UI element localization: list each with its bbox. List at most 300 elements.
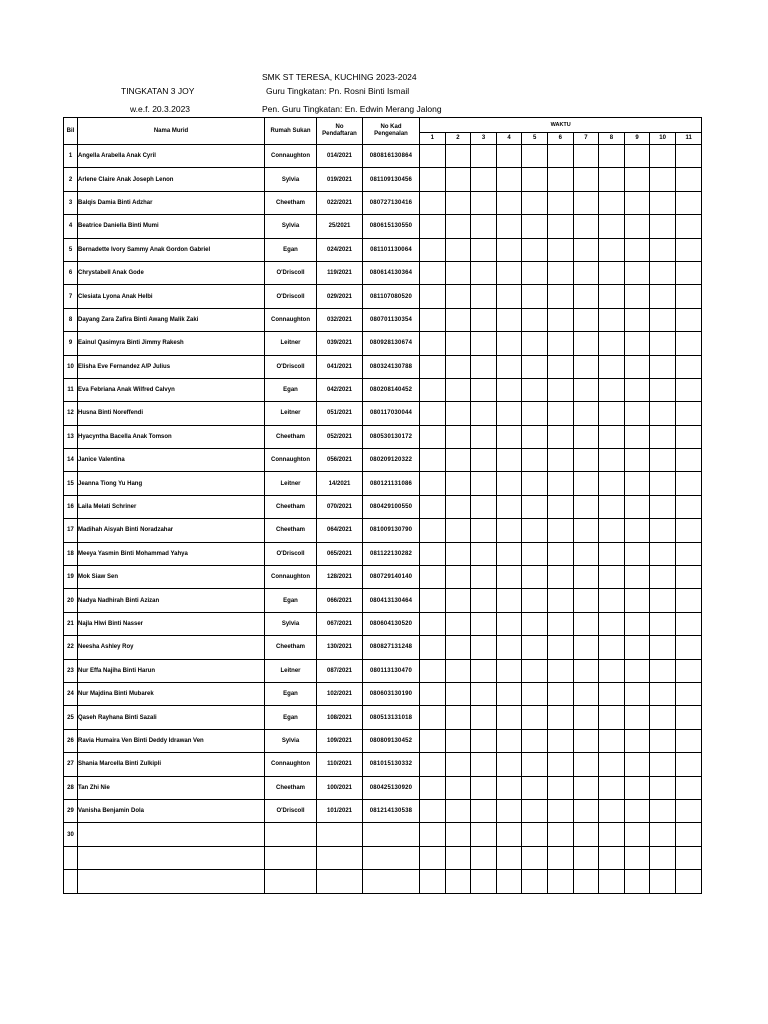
attendance-cell[interactable] — [445, 612, 471, 635]
attendance-cell[interactable] — [445, 636, 471, 659]
attendance-cell[interactable] — [675, 706, 701, 729]
attendance-cell[interactable] — [547, 215, 573, 238]
attendance-cell[interactable] — [420, 285, 446, 308]
attendance-cell[interactable] — [675, 519, 701, 542]
attendance-cell[interactable] — [547, 285, 573, 308]
attendance-cell[interactable] — [547, 238, 573, 261]
attendance-cell[interactable] — [420, 706, 446, 729]
attendance-cell[interactable] — [547, 191, 573, 214]
attendance-cell[interactable] — [650, 753, 676, 776]
attendance-cell[interactable] — [445, 215, 471, 238]
attendance-cell[interactable] — [573, 191, 599, 214]
attendance-cell[interactable] — [445, 823, 471, 846]
attendance-cell[interactable] — [547, 355, 573, 378]
attendance-cell[interactable] — [573, 402, 599, 425]
attendance-cell[interactable] — [445, 168, 471, 191]
attendance-cell[interactable] — [547, 636, 573, 659]
attendance-cell[interactable] — [650, 589, 676, 612]
attendance-cell[interactable] — [522, 519, 548, 542]
attendance-cell[interactable] — [547, 776, 573, 799]
attendance-cell[interactable] — [624, 542, 650, 565]
attendance-cell[interactable] — [445, 799, 471, 822]
attendance-cell[interactable] — [522, 145, 548, 168]
attendance-cell[interactable] — [547, 542, 573, 565]
attendance-cell[interactable] — [573, 636, 599, 659]
attendance-cell[interactable] — [471, 846, 497, 869]
attendance-cell[interactable] — [496, 308, 522, 331]
attendance-cell[interactable] — [675, 799, 701, 822]
attendance-cell[interactable] — [675, 846, 701, 869]
attendance-cell[interactable] — [573, 753, 599, 776]
attendance-cell[interactable] — [573, 378, 599, 401]
attendance-cell[interactable] — [420, 495, 446, 518]
attendance-cell[interactable] — [445, 261, 471, 284]
attendance-cell[interactable] — [445, 589, 471, 612]
attendance-cell[interactable] — [445, 285, 471, 308]
attendance-cell[interactable] — [650, 636, 676, 659]
attendance-cell[interactable] — [650, 799, 676, 822]
attendance-cell[interactable] — [522, 542, 548, 565]
attendance-cell[interactable] — [573, 425, 599, 448]
attendance-cell[interactable] — [573, 168, 599, 191]
attendance-cell[interactable] — [496, 355, 522, 378]
attendance-cell[interactable] — [496, 636, 522, 659]
attendance-cell[interactable] — [445, 145, 471, 168]
attendance-cell[interactable] — [522, 402, 548, 425]
attendance-cell[interactable] — [675, 332, 701, 355]
attendance-cell[interactable] — [471, 425, 497, 448]
attendance-cell[interactable] — [599, 706, 625, 729]
attendance-cell[interactable] — [547, 823, 573, 846]
attendance-cell[interactable] — [573, 776, 599, 799]
attendance-cell[interactable] — [573, 682, 599, 705]
attendance-cell[interactable] — [471, 706, 497, 729]
attendance-cell[interactable] — [496, 378, 522, 401]
attendance-cell[interactable] — [420, 776, 446, 799]
attendance-cell[interactable] — [650, 261, 676, 284]
attendance-cell[interactable] — [522, 191, 548, 214]
attendance-cell[interactable] — [420, 378, 446, 401]
attendance-cell[interactable] — [599, 472, 625, 495]
attendance-cell[interactable] — [624, 659, 650, 682]
attendance-cell[interactable] — [471, 261, 497, 284]
attendance-cell[interactable] — [650, 378, 676, 401]
attendance-cell[interactable] — [496, 191, 522, 214]
attendance-cell[interactable] — [445, 495, 471, 518]
attendance-cell[interactable] — [624, 285, 650, 308]
attendance-cell[interactable] — [420, 168, 446, 191]
attendance-cell[interactable] — [624, 449, 650, 472]
attendance-cell[interactable] — [650, 145, 676, 168]
attendance-cell[interactable] — [522, 215, 548, 238]
attendance-cell[interactable] — [675, 682, 701, 705]
attendance-cell[interactable] — [573, 612, 599, 635]
attendance-cell[interactable] — [471, 519, 497, 542]
attendance-cell[interactable] — [445, 753, 471, 776]
attendance-cell[interactable] — [599, 776, 625, 799]
attendance-cell[interactable] — [624, 425, 650, 448]
attendance-cell[interactable] — [547, 659, 573, 682]
attendance-cell[interactable] — [675, 285, 701, 308]
attendance-cell[interactable] — [573, 870, 599, 893]
attendance-cell[interactable] — [547, 566, 573, 589]
attendance-cell[interactable] — [445, 846, 471, 869]
attendance-cell[interactable] — [650, 472, 676, 495]
attendance-cell[interactable] — [599, 612, 625, 635]
attendance-cell[interactable] — [471, 308, 497, 331]
attendance-cell[interactable] — [496, 612, 522, 635]
attendance-cell[interactable] — [547, 753, 573, 776]
attendance-cell[interactable] — [496, 449, 522, 472]
attendance-cell[interactable] — [471, 542, 497, 565]
attendance-cell[interactable] — [650, 495, 676, 518]
attendance-cell[interactable] — [496, 542, 522, 565]
attendance-cell[interactable] — [573, 589, 599, 612]
attendance-cell[interactable] — [496, 495, 522, 518]
attendance-cell[interactable] — [522, 355, 548, 378]
attendance-cell[interactable] — [420, 355, 446, 378]
attendance-cell[interactable] — [624, 308, 650, 331]
attendance-cell[interactable] — [624, 799, 650, 822]
attendance-cell[interactable] — [471, 799, 497, 822]
attendance-cell[interactable] — [522, 799, 548, 822]
attendance-cell[interactable] — [471, 472, 497, 495]
attendance-cell[interactable] — [445, 378, 471, 401]
attendance-cell[interactable] — [547, 729, 573, 752]
attendance-cell[interactable] — [624, 472, 650, 495]
attendance-cell[interactable] — [650, 682, 676, 705]
attendance-cell[interactable] — [573, 332, 599, 355]
attendance-cell[interactable] — [420, 145, 446, 168]
attendance-cell[interactable] — [675, 636, 701, 659]
attendance-cell[interactable] — [522, 378, 548, 401]
attendance-cell[interactable] — [522, 495, 548, 518]
attendance-cell[interactable] — [547, 799, 573, 822]
attendance-cell[interactable] — [624, 729, 650, 752]
attendance-cell[interactable] — [675, 425, 701, 448]
attendance-cell[interactable] — [471, 332, 497, 355]
attendance-cell[interactable] — [547, 261, 573, 284]
attendance-cell[interactable] — [650, 355, 676, 378]
attendance-cell[interactable] — [573, 823, 599, 846]
attendance-cell[interactable] — [420, 729, 446, 752]
attendance-cell[interactable] — [471, 870, 497, 893]
attendance-cell[interactable] — [624, 566, 650, 589]
attendance-cell[interactable] — [471, 449, 497, 472]
attendance-cell[interactable] — [522, 425, 548, 448]
attendance-cell[interactable] — [496, 659, 522, 682]
attendance-cell[interactable] — [675, 542, 701, 565]
attendance-cell[interactable] — [522, 589, 548, 612]
attendance-cell[interactable] — [496, 753, 522, 776]
attendance-cell[interactable] — [471, 636, 497, 659]
attendance-cell[interactable] — [471, 215, 497, 238]
attendance-cell[interactable] — [496, 285, 522, 308]
attendance-cell[interactable] — [599, 285, 625, 308]
attendance-cell[interactable] — [496, 238, 522, 261]
attendance-cell[interactable] — [420, 659, 446, 682]
attendance-cell[interactable] — [547, 519, 573, 542]
attendance-cell[interactable] — [675, 589, 701, 612]
attendance-cell[interactable] — [496, 566, 522, 589]
attendance-cell[interactable] — [624, 191, 650, 214]
attendance-cell[interactable] — [599, 145, 625, 168]
attendance-cell[interactable] — [420, 870, 446, 893]
attendance-cell[interactable] — [547, 308, 573, 331]
attendance-cell[interactable] — [573, 215, 599, 238]
attendance-cell[interactable] — [445, 308, 471, 331]
attendance-cell[interactable] — [522, 823, 548, 846]
attendance-cell[interactable] — [471, 823, 497, 846]
attendance-cell[interactable] — [599, 823, 625, 846]
attendance-cell[interactable] — [547, 706, 573, 729]
attendance-cell[interactable] — [599, 729, 625, 752]
attendance-cell[interactable] — [675, 215, 701, 238]
attendance-cell[interactable] — [624, 636, 650, 659]
attendance-cell[interactable] — [599, 636, 625, 659]
attendance-cell[interactable] — [650, 823, 676, 846]
attendance-cell[interactable] — [471, 612, 497, 635]
attendance-cell[interactable] — [471, 776, 497, 799]
attendance-cell[interactable] — [599, 753, 625, 776]
attendance-cell[interactable] — [522, 636, 548, 659]
attendance-cell[interactable] — [675, 449, 701, 472]
attendance-cell[interactable] — [522, 729, 548, 752]
attendance-cell[interactable] — [624, 238, 650, 261]
attendance-cell[interactable] — [522, 706, 548, 729]
attendance-cell[interactable] — [650, 168, 676, 191]
attendance-cell[interactable] — [624, 753, 650, 776]
attendance-cell[interactable] — [599, 682, 625, 705]
attendance-cell[interactable] — [420, 542, 446, 565]
attendance-cell[interactable] — [573, 261, 599, 284]
attendance-cell[interactable] — [496, 425, 522, 448]
attendance-cell[interactable] — [547, 870, 573, 893]
attendance-cell[interactable] — [522, 612, 548, 635]
attendance-cell[interactable] — [420, 519, 446, 542]
attendance-cell[interactable] — [445, 870, 471, 893]
attendance-cell[interactable] — [420, 332, 446, 355]
attendance-cell[interactable] — [599, 542, 625, 565]
attendance-cell[interactable] — [573, 308, 599, 331]
attendance-cell[interactable] — [599, 215, 625, 238]
attendance-cell[interactable] — [599, 261, 625, 284]
attendance-cell[interactable] — [599, 402, 625, 425]
attendance-cell[interactable] — [624, 215, 650, 238]
attendance-cell[interactable] — [599, 495, 625, 518]
attendance-cell[interactable] — [650, 729, 676, 752]
attendance-cell[interactable] — [522, 566, 548, 589]
attendance-cell[interactable] — [445, 402, 471, 425]
attendance-cell[interactable] — [471, 145, 497, 168]
attendance-cell[interactable] — [496, 870, 522, 893]
attendance-cell[interactable] — [522, 285, 548, 308]
attendance-cell[interactable] — [675, 495, 701, 518]
attendance-cell[interactable] — [471, 495, 497, 518]
attendance-cell[interactable] — [624, 519, 650, 542]
attendance-cell[interactable] — [547, 589, 573, 612]
attendance-cell[interactable] — [599, 870, 625, 893]
attendance-cell[interactable] — [675, 261, 701, 284]
attendance-cell[interactable] — [522, 870, 548, 893]
attendance-cell[interactable] — [496, 215, 522, 238]
attendance-cell[interactable] — [573, 355, 599, 378]
attendance-cell[interactable] — [624, 682, 650, 705]
attendance-cell[interactable] — [522, 261, 548, 284]
attendance-cell[interactable] — [599, 425, 625, 448]
attendance-cell[interactable] — [496, 589, 522, 612]
attendance-cell[interactable] — [420, 261, 446, 284]
attendance-cell[interactable] — [445, 519, 471, 542]
attendance-cell[interactable] — [420, 682, 446, 705]
attendance-cell[interactable] — [624, 823, 650, 846]
attendance-cell[interactable] — [420, 799, 446, 822]
attendance-cell[interactable] — [573, 519, 599, 542]
attendance-cell[interactable] — [522, 659, 548, 682]
attendance-cell[interactable] — [496, 823, 522, 846]
attendance-cell[interactable] — [650, 519, 676, 542]
attendance-cell[interactable] — [445, 472, 471, 495]
attendance-cell[interactable] — [420, 238, 446, 261]
attendance-cell[interactable] — [547, 612, 573, 635]
attendance-cell[interactable] — [624, 870, 650, 893]
attendance-cell[interactable] — [522, 472, 548, 495]
attendance-cell[interactable] — [650, 308, 676, 331]
attendance-cell[interactable] — [547, 378, 573, 401]
attendance-cell[interactable] — [573, 659, 599, 682]
attendance-cell[interactable] — [471, 168, 497, 191]
attendance-cell[interactable] — [573, 495, 599, 518]
attendance-cell[interactable] — [420, 449, 446, 472]
attendance-cell[interactable] — [675, 566, 701, 589]
attendance-cell[interactable] — [650, 215, 676, 238]
attendance-cell[interactable] — [675, 308, 701, 331]
attendance-cell[interactable] — [650, 285, 676, 308]
attendance-cell[interactable] — [573, 846, 599, 869]
attendance-cell[interactable] — [471, 682, 497, 705]
attendance-cell[interactable] — [547, 472, 573, 495]
attendance-cell[interactable] — [471, 589, 497, 612]
attendance-cell[interactable] — [420, 636, 446, 659]
attendance-cell[interactable] — [650, 449, 676, 472]
attendance-cell[interactable] — [471, 402, 497, 425]
attendance-cell[interactable] — [471, 566, 497, 589]
attendance-cell[interactable] — [547, 145, 573, 168]
attendance-cell[interactable] — [624, 332, 650, 355]
attendance-cell[interactable] — [445, 238, 471, 261]
attendance-cell[interactable] — [573, 542, 599, 565]
attendance-cell[interactable] — [599, 332, 625, 355]
attendance-cell[interactable] — [573, 729, 599, 752]
attendance-cell[interactable] — [675, 191, 701, 214]
attendance-cell[interactable] — [599, 519, 625, 542]
attendance-cell[interactable] — [496, 846, 522, 869]
attendance-cell[interactable] — [624, 402, 650, 425]
attendance-cell[interactable] — [496, 776, 522, 799]
attendance-cell[interactable] — [496, 261, 522, 284]
attendance-cell[interactable] — [599, 355, 625, 378]
attendance-cell[interactable] — [496, 402, 522, 425]
attendance-cell[interactable] — [599, 799, 625, 822]
attendance-cell[interactable] — [522, 776, 548, 799]
attendance-cell[interactable] — [650, 402, 676, 425]
attendance-cell[interactable] — [599, 566, 625, 589]
attendance-cell[interactable] — [445, 425, 471, 448]
attendance-cell[interactable] — [599, 589, 625, 612]
attendance-cell[interactable] — [675, 238, 701, 261]
attendance-cell[interactable] — [420, 612, 446, 635]
attendance-cell[interactable] — [650, 612, 676, 635]
attendance-cell[interactable] — [675, 659, 701, 682]
attendance-cell[interactable] — [496, 145, 522, 168]
attendance-cell[interactable] — [573, 472, 599, 495]
attendance-cell[interactable] — [624, 846, 650, 869]
attendance-cell[interactable] — [471, 238, 497, 261]
attendance-cell[interactable] — [675, 168, 701, 191]
attendance-cell[interactable] — [445, 449, 471, 472]
attendance-cell[interactable] — [496, 519, 522, 542]
attendance-cell[interactable] — [445, 706, 471, 729]
attendance-cell[interactable] — [650, 332, 676, 355]
attendance-cell[interactable] — [445, 355, 471, 378]
attendance-cell[interactable] — [445, 682, 471, 705]
attendance-cell[interactable] — [522, 753, 548, 776]
attendance-cell[interactable] — [496, 332, 522, 355]
attendance-cell[interactable] — [496, 729, 522, 752]
attendance-cell[interactable] — [599, 378, 625, 401]
attendance-cell[interactable] — [522, 308, 548, 331]
attendance-cell[interactable] — [573, 566, 599, 589]
attendance-cell[interactable] — [599, 449, 625, 472]
attendance-cell[interactable] — [624, 495, 650, 518]
attendance-cell[interactable] — [650, 238, 676, 261]
attendance-cell[interactable] — [675, 776, 701, 799]
attendance-cell[interactable] — [624, 145, 650, 168]
attendance-cell[interactable] — [547, 425, 573, 448]
attendance-cell[interactable] — [471, 753, 497, 776]
attendance-cell[interactable] — [445, 659, 471, 682]
attendance-cell[interactable] — [496, 706, 522, 729]
attendance-cell[interactable] — [420, 308, 446, 331]
attendance-cell[interactable] — [599, 846, 625, 869]
attendance-cell[interactable] — [445, 191, 471, 214]
attendance-cell[interactable] — [599, 238, 625, 261]
attendance-cell[interactable] — [522, 332, 548, 355]
attendance-cell[interactable] — [573, 706, 599, 729]
attendance-cell[interactable] — [522, 846, 548, 869]
attendance-cell[interactable] — [675, 378, 701, 401]
attendance-cell[interactable] — [599, 168, 625, 191]
attendance-cell[interactable] — [624, 355, 650, 378]
attendance-cell[interactable] — [445, 776, 471, 799]
attendance-cell[interactable] — [599, 308, 625, 331]
attendance-cell[interactable] — [624, 378, 650, 401]
attendance-cell[interactable] — [420, 823, 446, 846]
attendance-cell[interactable] — [675, 145, 701, 168]
attendance-cell[interactable] — [547, 449, 573, 472]
attendance-cell[interactable] — [573, 145, 599, 168]
attendance-cell[interactable] — [445, 566, 471, 589]
attendance-cell[interactable] — [675, 753, 701, 776]
attendance-cell[interactable] — [522, 682, 548, 705]
attendance-cell[interactable] — [624, 589, 650, 612]
attendance-cell[interactable] — [445, 542, 471, 565]
attendance-cell[interactable] — [420, 425, 446, 448]
attendance-cell[interactable] — [573, 285, 599, 308]
attendance-cell[interactable] — [547, 682, 573, 705]
attendance-cell[interactable] — [650, 542, 676, 565]
attendance-cell[interactable] — [420, 191, 446, 214]
